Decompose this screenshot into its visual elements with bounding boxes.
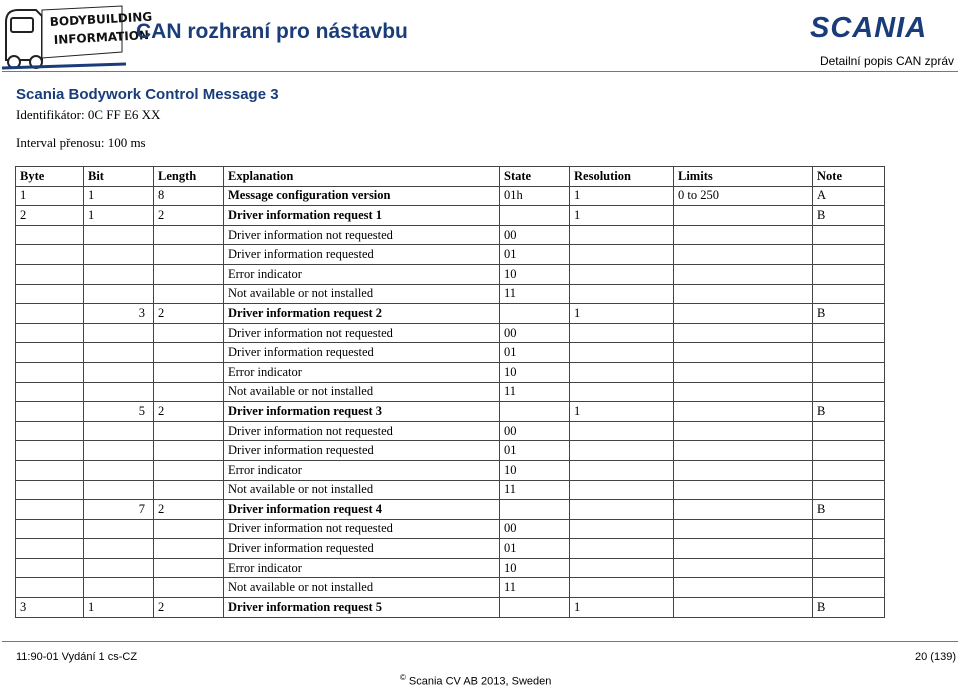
cell-state (500, 598, 570, 618)
cell-note (813, 362, 885, 382)
cell-limits (674, 598, 813, 618)
cell-length (154, 323, 224, 343)
col-header-resolution: Resolution (570, 167, 674, 187)
cell-byte (16, 558, 84, 578)
page-number: 20 (139) (915, 651, 956, 663)
cell-note: B (813, 206, 885, 226)
cell-length (154, 480, 224, 500)
table-row (16, 245, 885, 265)
cell-explanation: Driver information not requested (224, 323, 500, 343)
cell-note (813, 343, 885, 363)
table-row (16, 441, 885, 461)
col-header-state: State (500, 167, 570, 187)
cell-state: 01 (500, 245, 570, 265)
table-row (16, 186, 885, 206)
cell-byte (16, 480, 84, 500)
table-row (16, 460, 885, 480)
table-row (16, 304, 885, 324)
cell-limits (674, 519, 813, 539)
cell-resolution (570, 558, 674, 578)
cell-state: 00 (500, 323, 570, 343)
cell-bit (84, 245, 154, 265)
cell-length (154, 343, 224, 363)
cell-state: 10 (500, 264, 570, 284)
header-subtitle: Detailní popis CAN zpráv (819, 54, 954, 68)
cell-resolution (570, 480, 674, 500)
cell-explanation: Driver information requested (224, 441, 500, 461)
cell-resolution (570, 519, 674, 539)
cell-limits (674, 225, 813, 245)
scania-logo: SCANIA (810, 12, 928, 44)
cell-resolution: 1 (570, 304, 674, 324)
cell-bit: 7 (84, 500, 154, 520)
cell-resolution (570, 225, 674, 245)
cell-note (813, 284, 885, 304)
document-id: 11:90-01 Vydání 1 cs-CZ (16, 651, 138, 663)
cell-note (813, 441, 885, 461)
cell-length (154, 421, 224, 441)
cell-note (813, 460, 885, 480)
cell-note: B (813, 500, 885, 520)
table-row (16, 264, 885, 284)
cell-byte: 3 (16, 598, 84, 618)
cell-length (154, 362, 224, 382)
cell-bit (84, 539, 154, 559)
header-title: CAN rozhraní pro nástavbu (136, 20, 408, 43)
signal-table (15, 166, 885, 618)
cell-explanation: Not available or not installed (224, 284, 500, 304)
cell-state (500, 500, 570, 520)
cell-limits (674, 323, 813, 343)
cell-bit (84, 362, 154, 382)
copyright-text: Scania CV AB 2013, Sweden (408, 675, 552, 688)
cell-bit: 5 (84, 402, 154, 422)
cell-byte (16, 421, 84, 441)
cell-limits (674, 558, 813, 578)
cell-length (154, 460, 224, 480)
cell-byte: 1 (16, 186, 84, 206)
cell-length: 2 (154, 206, 224, 226)
table-row (16, 402, 885, 422)
cell-byte (16, 460, 84, 480)
table-row (16, 284, 885, 304)
cell-byte (16, 539, 84, 559)
cell-state: 00 (500, 519, 570, 539)
cell-length (154, 264, 224, 284)
copyright-notice (400, 673, 551, 688)
cell-explanation: Error indicator (224, 362, 500, 382)
col-header-limits: Limits (674, 167, 813, 187)
cell-bit (84, 264, 154, 284)
cell-limits (674, 480, 813, 500)
cell-limits (674, 264, 813, 284)
footer-divider (2, 641, 958, 642)
cell-limits (674, 421, 813, 441)
cell-limits (674, 382, 813, 402)
table-row (16, 500, 885, 520)
cell-state: 11 (500, 382, 570, 402)
cell-resolution (570, 323, 674, 343)
cell-limits (674, 402, 813, 422)
cell-byte (16, 441, 84, 461)
cell-length (154, 225, 224, 245)
cell-state: 11 (500, 480, 570, 500)
cell-bit (84, 460, 154, 480)
document-title: Scania Bodywork Control Message 3 (16, 86, 279, 103)
cell-bit (84, 382, 154, 402)
cell-bit: 3 (84, 304, 154, 324)
cell-resolution (570, 539, 674, 559)
cell-note: B (813, 402, 885, 422)
cell-note (813, 264, 885, 284)
cell-note (813, 245, 885, 265)
cell-note: B (813, 598, 885, 618)
cell-note (813, 421, 885, 441)
cell-bit (84, 441, 154, 461)
cell-resolution (570, 421, 674, 441)
cell-bit (84, 558, 154, 578)
cell-length (154, 441, 224, 461)
cell-state: 10 (500, 362, 570, 382)
cell-length: 2 (154, 304, 224, 324)
cell-state (500, 304, 570, 324)
cell-explanation: Not available or not installed (224, 382, 500, 402)
cell-limits (674, 578, 813, 598)
cell-limits (674, 441, 813, 461)
cell-state: 01 (500, 441, 570, 461)
cell-resolution: 1 (570, 598, 674, 618)
cell-explanation: Error indicator (224, 558, 500, 578)
cell-state (500, 206, 570, 226)
cell-resolution (570, 382, 674, 402)
cell-limits (674, 362, 813, 382)
cell-bit (84, 480, 154, 500)
cell-limits (674, 460, 813, 480)
cell-length (154, 382, 224, 402)
cell-resolution (570, 362, 674, 382)
cell-length (154, 284, 224, 304)
cell-resolution (570, 500, 674, 520)
cell-bit (84, 578, 154, 598)
cell-byte (16, 343, 84, 363)
cell-resolution (570, 460, 674, 480)
col-header-byte: Byte (16, 167, 84, 187)
col-header-bit: Bit (84, 167, 154, 187)
cell-resolution: 1 (570, 402, 674, 422)
cell-explanation: Not available or not installed (224, 578, 500, 598)
cell-length: 2 (154, 402, 224, 422)
svg-text:BODYBUILDING: BODYBUILDING (49, 9, 153, 29)
table-row (16, 519, 885, 539)
cell-limits (674, 206, 813, 226)
cell-state (500, 402, 570, 422)
cell-length: 2 (154, 500, 224, 520)
cell-state: 00 (500, 225, 570, 245)
cell-state: 10 (500, 558, 570, 578)
cell-note (813, 323, 885, 343)
cell-length (154, 539, 224, 559)
cell-note (813, 558, 885, 578)
cell-explanation: Message configuration version (224, 186, 500, 206)
cell-bit: 1 (84, 206, 154, 226)
cell-byte (16, 264, 84, 284)
cell-explanation: Driver information request 1 (224, 206, 500, 226)
table-row (16, 362, 885, 382)
cell-bit: 1 (84, 598, 154, 618)
cell-resolution (570, 343, 674, 363)
cell-explanation: Driver information not requested (224, 421, 500, 441)
cell-byte (16, 225, 84, 245)
cell-byte (16, 519, 84, 539)
table-header-row (16, 167, 885, 187)
cell-state: 11 (500, 284, 570, 304)
cell-limits (674, 304, 813, 324)
cell-resolution: 1 (570, 206, 674, 226)
cell-state: 10 (500, 460, 570, 480)
copyright-symbol: © (400, 673, 406, 682)
cell-resolution: 1 (570, 186, 674, 206)
cell-bit (84, 519, 154, 539)
interval-text: Interval přenosu: 100 ms (16, 135, 146, 150)
cell-byte (16, 362, 84, 382)
col-header-length: Length (154, 167, 224, 187)
cell-note (813, 578, 885, 598)
cell-explanation: Driver information request 3 (224, 402, 500, 422)
cell-resolution (570, 578, 674, 598)
cell-resolution (570, 264, 674, 284)
cell-length (154, 558, 224, 578)
cell-state: 01 (500, 343, 570, 363)
cell-limits (674, 539, 813, 559)
cell-byte: 2 (16, 206, 84, 226)
cell-explanation: Driver information request 2 (224, 304, 500, 324)
cell-limits (674, 245, 813, 265)
cell-length (154, 578, 224, 598)
table-body (16, 186, 885, 617)
cell-note: B (813, 304, 885, 324)
cell-byte (16, 245, 84, 265)
cell-resolution (570, 441, 674, 461)
table-row (16, 539, 885, 559)
table-row (16, 558, 885, 578)
cell-explanation: Driver information not requested (224, 519, 500, 539)
cell-explanation: Not available or not installed (224, 480, 500, 500)
cell-byte (16, 578, 84, 598)
cell-note (813, 382, 885, 402)
cell-explanation: Driver information requested (224, 343, 500, 363)
bodybuilding-information-logo (2, 2, 153, 72)
cell-limits (674, 343, 813, 363)
cell-bit (84, 421, 154, 441)
cell-limits (674, 284, 813, 304)
cell-byte (16, 382, 84, 402)
col-header-note: Note (813, 167, 885, 187)
table-row (16, 598, 885, 618)
table-row (16, 225, 885, 245)
cell-bit (84, 225, 154, 245)
header-divider (2, 71, 958, 72)
cell-length: 8 (154, 186, 224, 206)
cell-note (813, 225, 885, 245)
cell-byte (16, 323, 84, 343)
cell-explanation: Driver information requested (224, 539, 500, 559)
identifier-text: Identifikátor: 0C FF E6 XX (16, 107, 161, 122)
cell-limits (674, 500, 813, 520)
cell-note (813, 539, 885, 559)
cell-explanation: Driver information not requested (224, 225, 500, 245)
cell-length (154, 519, 224, 539)
table-row (16, 421, 885, 441)
cell-byte (16, 284, 84, 304)
cell-bit (84, 343, 154, 363)
cell-explanation: Driver information requested (224, 245, 500, 265)
cell-note (813, 519, 885, 539)
cell-state: 01h (500, 186, 570, 206)
cell-note: A (813, 186, 885, 206)
cell-note (813, 480, 885, 500)
table-row (16, 480, 885, 500)
cell-explanation: Error indicator (224, 460, 500, 480)
cell-state: 11 (500, 578, 570, 598)
table-row (16, 343, 885, 363)
cell-bit: 1 (84, 186, 154, 206)
table-row (16, 323, 885, 343)
cell-length: 2 (154, 598, 224, 618)
col-header-explanation: Explanation (224, 167, 500, 187)
cell-byte (16, 402, 84, 422)
cell-resolution (570, 284, 674, 304)
cell-state: 00 (500, 421, 570, 441)
cell-bit (84, 323, 154, 343)
table-row (16, 578, 885, 598)
cell-length (154, 245, 224, 265)
cell-byte (16, 500, 84, 520)
cell-explanation: Driver information request 5 (224, 598, 500, 618)
cell-byte (16, 304, 84, 324)
svg-text:INFORMATION: INFORMATION (53, 28, 150, 47)
cell-limits: 0 to 250 (674, 186, 813, 206)
cell-explanation: Driver information request 4 (224, 500, 500, 520)
cell-state: 01 (500, 539, 570, 559)
table-row (16, 206, 885, 226)
cell-resolution (570, 245, 674, 265)
cell-bit (84, 284, 154, 304)
table-row (16, 382, 885, 402)
cell-explanation: Error indicator (224, 264, 500, 284)
